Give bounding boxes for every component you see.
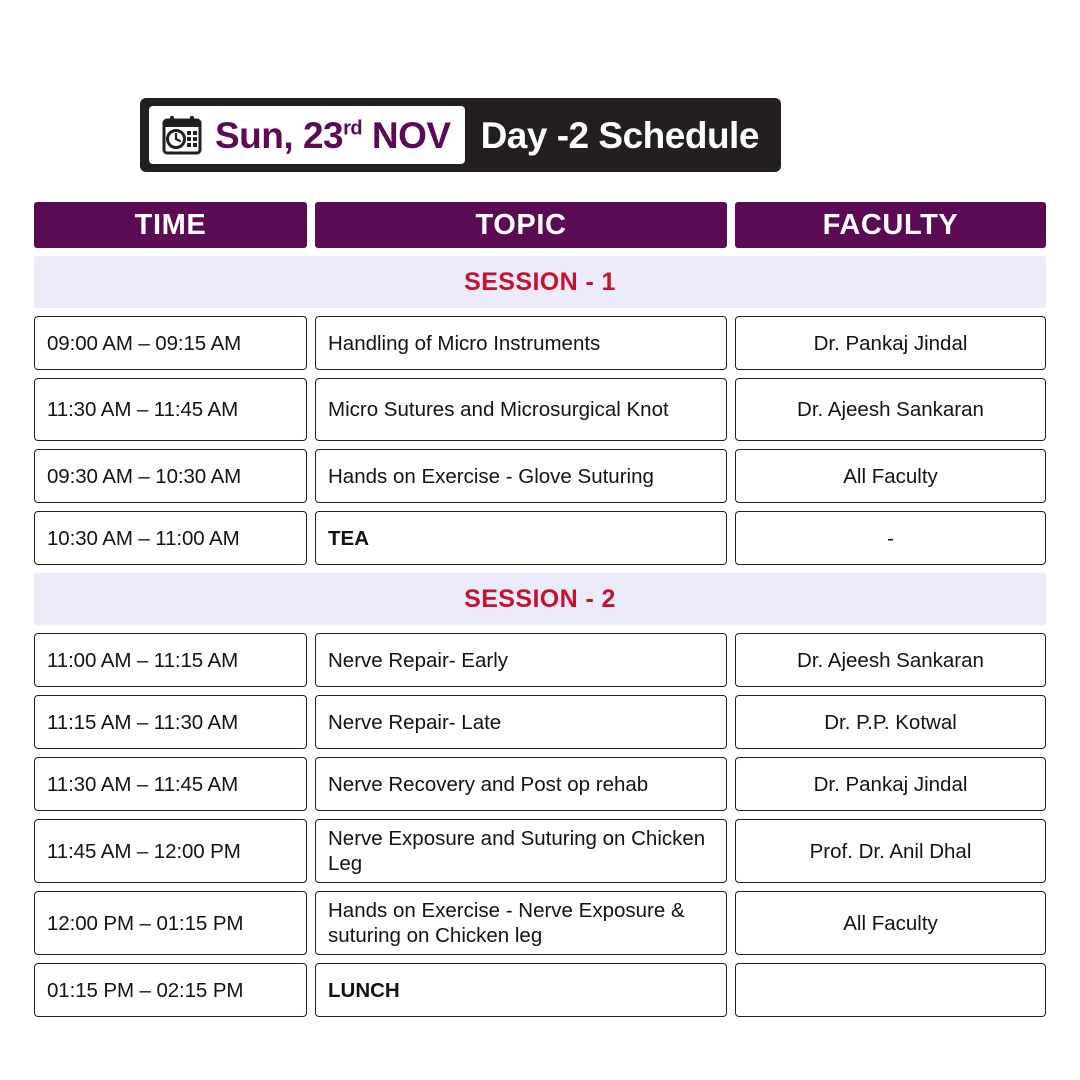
cell-time: 11:00 AM – 11:15 AM	[34, 633, 307, 687]
cell-faculty: Dr. Ajeesh Sankaran	[735, 378, 1046, 441]
table-row	[34, 819, 1046, 883]
cell-faculty	[735, 963, 1046, 1017]
cell-topic: Nerve Recovery and Post op rehab	[315, 757, 727, 811]
cell-faculty: -	[735, 511, 1046, 565]
cell-topic: Hands on Exercise - Glove Suturing	[315, 449, 727, 503]
cell-topic: Hands on Exercise - Nerve Exposure & suturing on Chicken leg	[315, 891, 727, 955]
table-row	[34, 449, 1046, 503]
cell-faculty: Dr. Pankaj Jindal	[735, 316, 1046, 370]
cell-topic: Handling of Micro Instruments	[315, 316, 727, 370]
table-row	[34, 891, 1046, 955]
table-row	[34, 316, 1046, 370]
table-row	[34, 511, 1046, 565]
cell-topic: LUNCH	[315, 963, 727, 1017]
cell-faculty: All Faculty	[735, 449, 1046, 503]
cell-time: 09:30 AM – 10:30 AM	[34, 449, 307, 503]
date-chip	[149, 106, 465, 164]
cell-time: 11:15 AM – 11:30 AM	[34, 695, 307, 749]
cell-time: 10:30 AM – 11:00 AM	[34, 511, 307, 565]
day-title: Day -2 Schedule	[480, 114, 759, 156]
cell-faculty: Dr. Pankaj Jindal	[735, 757, 1046, 811]
cell-faculty: Prof. Dr. Anil Dhal	[735, 819, 1046, 883]
table-row	[34, 695, 1046, 749]
cell-time: 11:45 AM – 12:00 PM	[34, 819, 307, 883]
cell-topic: Nerve Repair- Late	[315, 695, 727, 749]
table-header-row	[34, 202, 1046, 248]
cell-time: 01:15 PM – 02:15 PM	[34, 963, 307, 1017]
cell-topic: TEA	[315, 511, 727, 565]
cell-faculty: Dr. Ajeesh Sankaran	[735, 633, 1046, 687]
cell-topic: Nerve Exposure and Suturing on Chicken Leg	[315, 819, 727, 883]
calendar-clock-icon	[161, 114, 203, 156]
table-row	[34, 633, 1046, 687]
cell-time: 09:00 AM – 09:15 AM	[34, 316, 307, 370]
table-row	[34, 963, 1046, 1017]
session-label: SESSION - 2	[464, 584, 616, 613]
cell-time: 11:30 AM – 11:45 AM	[34, 378, 307, 441]
column-header-time: TIME	[34, 202, 307, 248]
event-date: Sun, 23rd NOV	[215, 114, 451, 156]
cell-topic: Micro Sutures and Microsurgical Knot	[315, 378, 727, 441]
session-header-1	[34, 256, 1046, 308]
session-label: SESSION - 1	[464, 267, 616, 296]
column-header-topic: TOPIC	[315, 202, 727, 248]
table-row	[34, 757, 1046, 811]
cell-time: 11:30 AM – 11:45 AM	[34, 757, 307, 811]
cell-faculty: All Faculty	[735, 891, 1046, 955]
cell-topic: Nerve Repair- Early	[315, 633, 727, 687]
table-row	[34, 378, 1046, 441]
session-header-2	[34, 573, 1046, 625]
column-header-faculty: FACULTY	[735, 202, 1046, 248]
schedule-table	[34, 202, 1046, 1025]
header-banner	[140, 98, 781, 172]
cell-time: 12:00 PM – 01:15 PM	[34, 891, 307, 955]
cell-faculty: Dr. P.P. Kotwal	[735, 695, 1046, 749]
